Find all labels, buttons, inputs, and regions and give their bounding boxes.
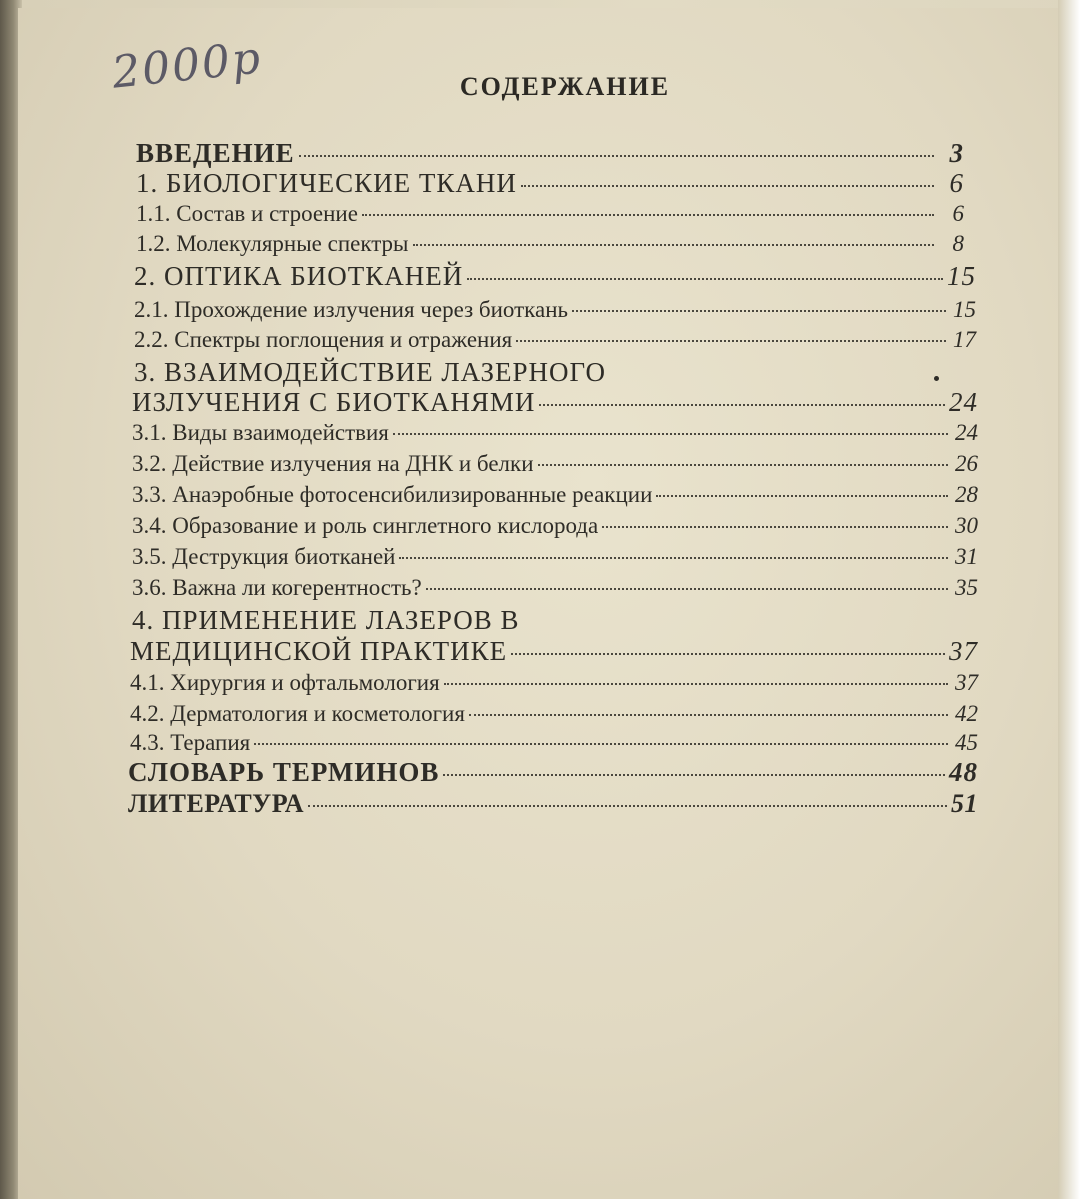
toc-entry-label: 3.6. Важна ли когерентность? [132,575,422,600]
toc-entry-chapter-1 [136,168,964,199]
toc-entry-section-1-2 [136,231,964,257]
toc-leader-dots [538,464,948,466]
toc-entry-section-4-3 [130,730,978,756]
toc-page-number: 15 [947,261,976,291]
toc-page-number: 17 [953,327,976,352]
toc-page-number: 30 [955,513,978,538]
toc-entry-section-4-2 [130,701,978,727]
toc-entry-label: МЕДИЦИНСКОЙ ПРАКТИКЕ [130,636,508,666]
toc-page-number: 6 [952,201,964,226]
toc-leader-dots [516,340,946,342]
toc-page-number: 3 [949,138,964,168]
stray-mark [934,376,939,381]
toc-entry-label: 3.2. Действие излучения на ДНК и белки [132,451,534,476]
toc-leader-dots [393,433,948,435]
toc-entry-chapter-3-line-2 [132,387,978,418]
toc-entry-section-2-2 [134,327,976,353]
toc-leader-dots [413,244,934,246]
toc-page-number: 31 [955,544,978,569]
toc-entry-chapter-2 [134,261,976,292]
toc-page-number: 26 [955,451,978,476]
toc-page-number: 45 [955,730,978,755]
toc-entry-label: 2. ОПТИКА БИОТКАНЕЙ [134,261,464,291]
toc-leader-dots [521,185,934,187]
toc-entry-label: 2.2. Спектры поглощения и отражения [134,327,513,352]
toc-entry-chapter-3-line-1: 3. ВЗАИМОДЕЙСТВИЕ ЛАЗЕРНОГО [134,357,606,387]
toc-page-number: 35 [955,575,978,600]
toc-leader-dots [444,683,948,685]
toc-page-number: 6 [949,168,964,198]
toc-page-number: 8 [952,231,964,256]
toc-entry-label: 4.1. Хирургия и офтальмология [130,670,440,695]
toc-entry-chapter-4-line-2 [130,636,978,667]
toc-entry-section-3-3 [132,482,978,508]
toc-leader-dots [469,714,948,716]
toc-page-number: 24 [949,387,978,417]
handwritten-price: 2000р [109,32,265,99]
toc-entry-section-3-2 [132,451,978,477]
toc-leader-dots [602,526,948,528]
toc-entry-introduction [136,138,964,169]
toc-leader-dots [308,805,947,807]
toc-entry-label: 4.3. Терапия [130,730,251,755]
toc-entry-section-3-4 [132,513,978,539]
toc-entry-references [128,789,978,819]
toc-page-number: 48 [949,757,978,787]
toc-leader-dots [467,278,943,280]
toc-page-number: 15 [953,297,976,322]
toc-entry-label: 4.2. Дерматология и косметология [130,701,465,726]
toc-leader-dots [511,653,945,655]
toc-page-number: 37 [955,670,978,695]
toc-leader-dots [572,310,946,312]
toc-page-number: 28 [955,482,978,507]
toc-entry-label: ИЗЛУЧЕНИЯ С БИОТКАНЯМИ [132,387,536,417]
toc-leader-dots [362,214,934,216]
toc-leader-dots [399,557,948,559]
toc-entry-section-1-1 [136,201,964,227]
toc-entry-section-3-1 [132,420,978,446]
toc-entry-label: ВВЕДЕНИЕ [136,138,295,168]
toc-entry-section-3-5 [132,544,978,570]
toc-page-number: 42 [955,701,978,726]
toc-entry-glossary [128,757,978,788]
toc-leader-dots [426,588,948,590]
toc-page-number: 51 [951,789,978,818]
toc-entry-label: ЛИТЕРАТУРА [128,789,305,818]
toc-leader-dots [443,774,945,776]
toc-entry-section-3-6 [132,575,978,601]
toc-entry-chapter-4-line-1: 4. ПРИМЕНЕНИЕ ЛАЗЕРОВ В [132,605,520,635]
toc-leader-dots [656,495,948,497]
toc-entry-section-4-1 [130,670,978,696]
toc-entry-label: 3.4. Образование и роль синглетного кислорода [132,513,599,538]
toc-entry-label: 2.1. Прохождение излучения через биоткань [134,297,569,322]
toc-leader-dots [539,404,945,406]
toc-entry-label: 3.1. Виды взаимодействия [132,420,389,445]
toc-page-number: 37 [949,636,978,666]
toc-entry-label: 1. БИОЛОГИЧЕСКИЕ ТКАНИ [136,168,517,198]
page-title: СОДЕРЖАНИЕ [459,72,671,101]
toc-entry-label: 1.1. Состав и строение [136,201,358,226]
toc-entry-label: 3.3. Анаэробные фотосенсибилизированные реакции [132,482,653,507]
toc-entry-label: СЛОВАРЬ ТЕРМИНОВ [128,757,440,787]
toc-page-number: 24 [955,420,978,445]
toc-entry-section-2-1 [134,297,976,323]
toc-leader-dots [299,155,934,157]
toc-entry-label: 3.5. Деструкция биотканей [132,544,396,569]
toc-entry-label: 1.2. Молекулярные спектры [136,231,409,256]
toc-leader-dots [254,743,948,745]
